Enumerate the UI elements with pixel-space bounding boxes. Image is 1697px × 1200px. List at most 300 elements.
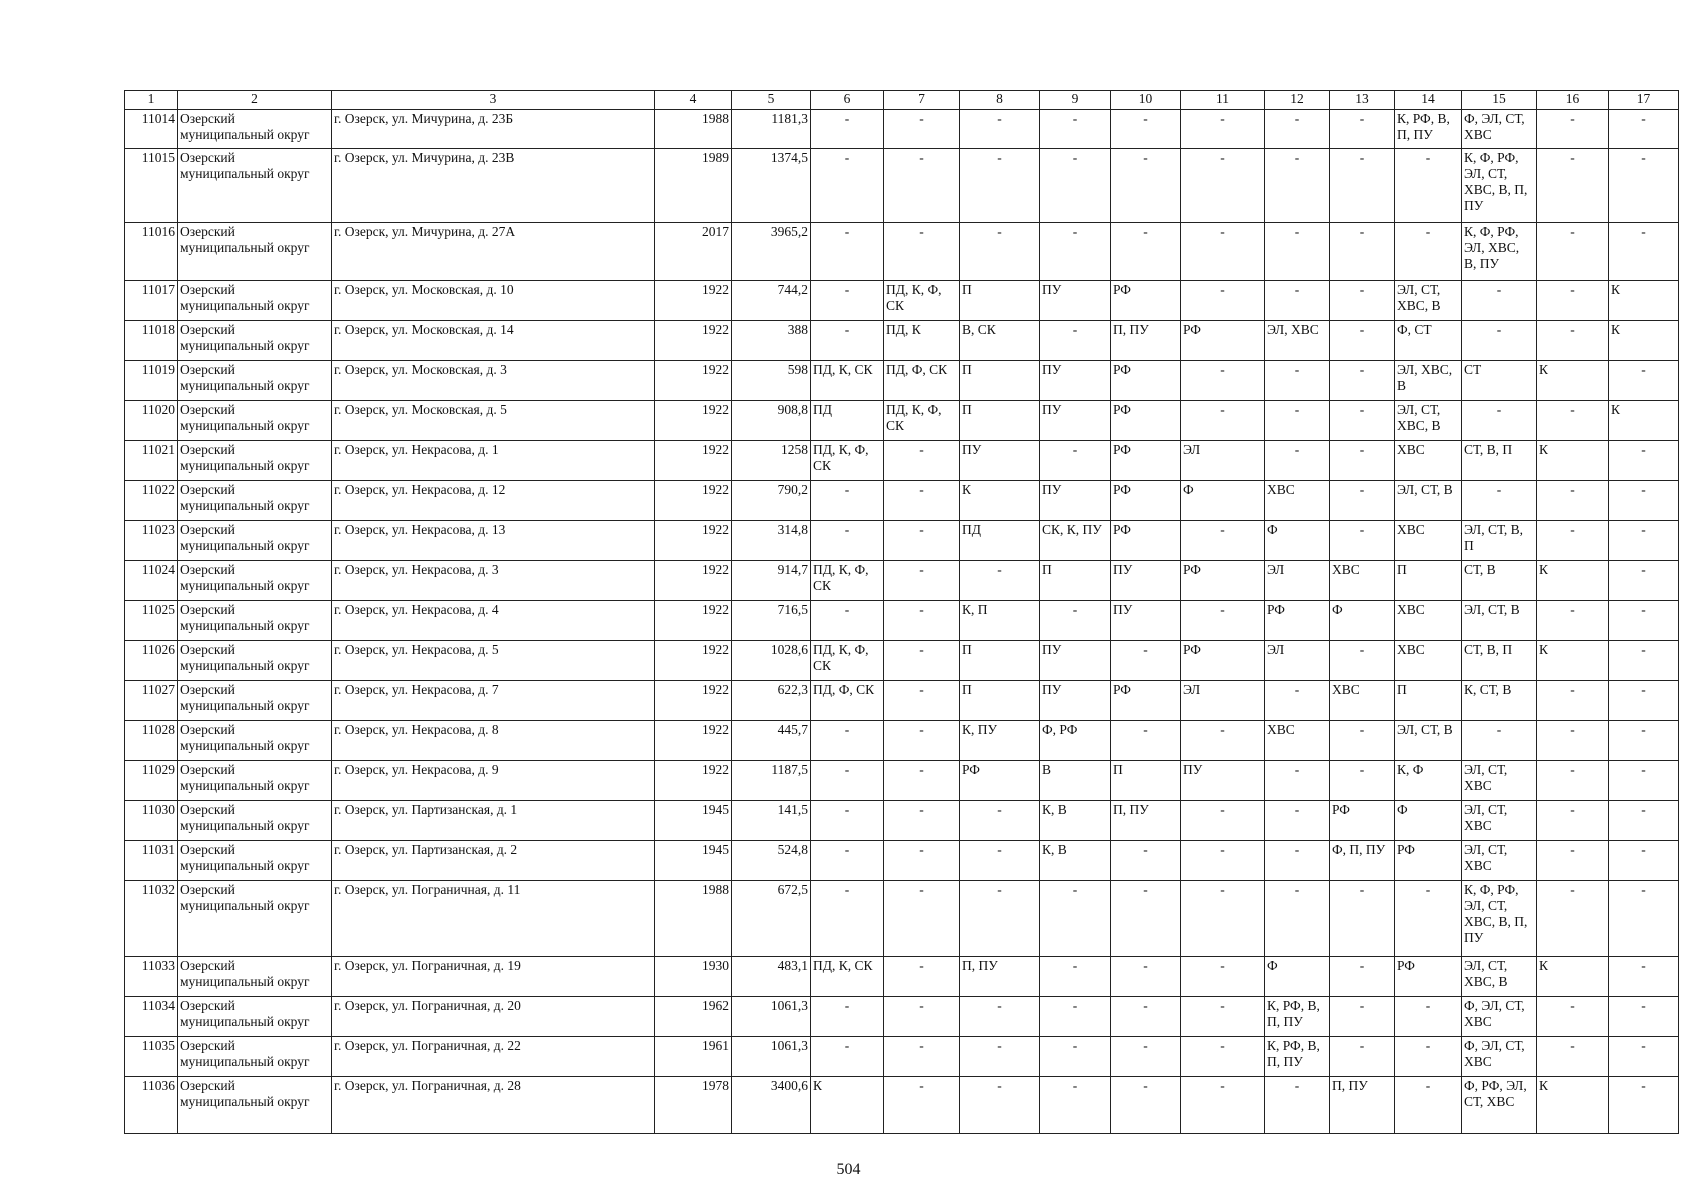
element-cell-col10: РФ <box>1111 681 1181 721</box>
element-cell-col14: РФ <box>1395 841 1462 881</box>
year-cell: 1922 <box>655 321 732 361</box>
element-cell-col13: - <box>1330 223 1395 281</box>
element-cell-col10: - <box>1111 957 1181 997</box>
table-row <box>125 997 1679 1037</box>
address-cell: г. Озерск, ул. Мичурина, д. 27А <box>332 223 655 281</box>
element-cell-col8: К <box>960 481 1040 521</box>
element-cell-col14: Ф, СТ <box>1395 321 1462 361</box>
element-cell-col11: - <box>1181 881 1265 957</box>
element-cell-col12: РФ <box>1265 601 1330 641</box>
element-cell-col6: - <box>811 149 884 223</box>
element-cell-col7: ПД, К <box>884 321 960 361</box>
element-cell-col7: - <box>884 721 960 761</box>
element-cell-col14: - <box>1395 1077 1462 1134</box>
element-cell-col11: ПУ <box>1181 761 1265 801</box>
element-cell-col12: К, РФ, В, П, ПУ <box>1265 1037 1330 1077</box>
column-number-5: 5 <box>732 91 811 110</box>
element-cell-col6: - <box>811 881 884 957</box>
address-cell: г. Озерск, ул. Мичурина, д. 23Б <box>332 110 655 149</box>
element-cell-col8: - <box>960 841 1040 881</box>
element-cell-col9: - <box>1040 1037 1111 1077</box>
element-cell-col14: ЭЛ, СТ, В <box>1395 481 1462 521</box>
municipality-cell: Озерский муниципальный округ <box>178 841 332 881</box>
element-cell-col6: - <box>811 761 884 801</box>
record-id-cell: 11020 <box>125 401 178 441</box>
column-number-11: 11 <box>1181 91 1265 110</box>
year-cell: 1945 <box>655 801 732 841</box>
element-cell-col17: К <box>1609 321 1679 361</box>
element-cell-col9: К, В <box>1040 801 1111 841</box>
element-cell-col13: РФ <box>1330 801 1395 841</box>
year-cell: 1978 <box>655 1077 732 1134</box>
element-cell-col8: П <box>960 681 1040 721</box>
year-cell: 1945 <box>655 841 732 881</box>
element-cell-col9: СК, К, ПУ <box>1040 521 1111 561</box>
element-cell-col15: ЭЛ, СТ, ХВС <box>1462 841 1537 881</box>
element-cell-col15: СТ <box>1462 361 1537 401</box>
element-cell-col17: К <box>1609 281 1679 321</box>
element-cell-col17: - <box>1609 721 1679 761</box>
element-cell-col9: ПУ <box>1040 361 1111 401</box>
element-cell-col10: П, ПУ <box>1111 321 1181 361</box>
table-row <box>125 481 1679 521</box>
element-cell-col17: - <box>1609 223 1679 281</box>
table-row <box>125 721 1679 761</box>
element-cell-col11: - <box>1181 801 1265 841</box>
page-number: 504 <box>836 1161 861 1178</box>
element-cell-col11: - <box>1181 841 1265 881</box>
element-cell-col17: - <box>1609 681 1679 721</box>
municipality-cell: Озерский муниципальный округ <box>178 881 332 957</box>
municipality-cell: Озерский муниципальный округ <box>178 641 332 681</box>
municipality-cell: Озерский муниципальный округ <box>178 681 332 721</box>
element-cell-col14: К, РФ, В, П, ПУ <box>1395 110 1462 149</box>
area-cell: 1028,6 <box>732 641 811 681</box>
element-cell-col8: ПД <box>960 521 1040 561</box>
column-number-2: 2 <box>178 91 332 110</box>
element-cell-col16: - <box>1537 601 1609 641</box>
element-cell-col16: - <box>1537 110 1609 149</box>
element-cell-col7: - <box>884 110 960 149</box>
element-cell-col16: - <box>1537 481 1609 521</box>
table-row <box>125 223 1679 281</box>
element-cell-col10: - <box>1111 841 1181 881</box>
element-cell-col13: - <box>1330 401 1395 441</box>
element-cell-col9: ПУ <box>1040 641 1111 681</box>
element-cell-col9: ПУ <box>1040 401 1111 441</box>
element-cell-col16: - <box>1537 1037 1609 1077</box>
address-cell: г. Озерск, ул. Некрасова, д. 7 <box>332 681 655 721</box>
element-cell-col15: Ф, ЭЛ, СТ, ХВС <box>1462 997 1537 1037</box>
element-cell-col13: - <box>1330 361 1395 401</box>
element-cell-col7: - <box>884 881 960 957</box>
element-cell-col17: - <box>1609 481 1679 521</box>
element-cell-col6: ПД <box>811 401 884 441</box>
element-cell-col9: - <box>1040 881 1111 957</box>
element-cell-col17: - <box>1609 521 1679 561</box>
element-cell-col10: ПУ <box>1111 561 1181 601</box>
element-cell-col17: - <box>1609 441 1679 481</box>
element-cell-col17: - <box>1609 361 1679 401</box>
element-cell-col10: РФ <box>1111 441 1181 481</box>
year-cell: 1922 <box>655 361 732 401</box>
element-cell-col9: К, В <box>1040 841 1111 881</box>
column-number-10: 10 <box>1111 91 1181 110</box>
element-cell-col12: - <box>1265 223 1330 281</box>
element-cell-col13: - <box>1330 721 1395 761</box>
element-cell-col11: РФ <box>1181 561 1265 601</box>
element-cell-col9: Ф, РФ <box>1040 721 1111 761</box>
record-id-cell: 11027 <box>125 681 178 721</box>
element-cell-col15: К, Ф, РФ, ЭЛ, ХВС, В, ПУ <box>1462 223 1537 281</box>
element-cell-col17: - <box>1609 1077 1679 1134</box>
address-cell: г. Озерск, ул. Мичурина, д. 23В <box>332 149 655 223</box>
element-cell-col13: - <box>1330 997 1395 1037</box>
element-cell-col6: ПД, К, СК <box>811 957 884 997</box>
address-cell: г. Озерск, ул. Некрасова, д. 13 <box>332 521 655 561</box>
element-cell-col8: П <box>960 641 1040 681</box>
record-id-cell: 11016 <box>125 223 178 281</box>
element-cell-col10: ПУ <box>1111 601 1181 641</box>
element-cell-col6: - <box>811 223 884 281</box>
element-cell-col14: РФ <box>1395 957 1462 997</box>
element-cell-col6: - <box>811 1037 884 1077</box>
element-cell-col16: - <box>1537 149 1609 223</box>
element-cell-col8: - <box>960 997 1040 1037</box>
year-cell: 1922 <box>655 561 732 601</box>
table-row <box>125 110 1679 149</box>
element-cell-col12: ЭЛ <box>1265 561 1330 601</box>
element-cell-col13: Ф, П, ПУ <box>1330 841 1395 881</box>
table-row <box>125 761 1679 801</box>
register-sheet <box>124 90 1678 1134</box>
element-cell-col7: - <box>884 223 960 281</box>
address-cell: г. Озерск, ул. Некрасова, д. 8 <box>332 721 655 761</box>
element-cell-col13: - <box>1330 149 1395 223</box>
element-cell-col11: - <box>1181 401 1265 441</box>
element-cell-col11: - <box>1181 223 1265 281</box>
element-cell-col7: - <box>884 561 960 601</box>
element-cell-col16: - <box>1537 681 1609 721</box>
element-cell-col14: П <box>1395 681 1462 721</box>
element-cell-col10: РФ <box>1111 481 1181 521</box>
column-number-8: 8 <box>960 91 1040 110</box>
element-cell-col16: - <box>1537 401 1609 441</box>
element-cell-col6: ПД, К, Ф, СК <box>811 641 884 681</box>
table-row <box>125 149 1679 223</box>
area-cell: 598 <box>732 361 811 401</box>
table-row <box>125 681 1679 721</box>
element-cell-col7: ПД, Ф, СК <box>884 361 960 401</box>
year-cell: 1930 <box>655 957 732 997</box>
municipality-cell: Озерский муниципальный округ <box>178 1037 332 1077</box>
address-cell: г. Озерск, ул. Московская, д. 10 <box>332 281 655 321</box>
element-cell-col8: - <box>960 1037 1040 1077</box>
element-cell-col11: - <box>1181 957 1265 997</box>
address-cell: г. Озерск, ул. Пограничная, д. 20 <box>332 997 655 1037</box>
area-cell: 388 <box>732 321 811 361</box>
element-cell-col8: П, ПУ <box>960 957 1040 997</box>
element-cell-col15: СТ, В, П <box>1462 441 1537 481</box>
element-cell-col16: - <box>1537 521 1609 561</box>
element-cell-col11: РФ <box>1181 641 1265 681</box>
area-cell: 908,8 <box>732 401 811 441</box>
element-cell-col12: Ф <box>1265 521 1330 561</box>
area-cell: 3965,2 <box>732 223 811 281</box>
table-body <box>125 110 1679 1134</box>
element-cell-col16: К <box>1537 561 1609 601</box>
element-cell-col6: - <box>811 841 884 881</box>
element-cell-col17: - <box>1609 561 1679 601</box>
element-cell-col8: - <box>960 801 1040 841</box>
municipality-cell: Озерский муниципальный округ <box>178 361 332 401</box>
element-cell-col7: - <box>884 641 960 681</box>
record-id-cell: 11031 <box>125 841 178 881</box>
record-id-cell: 11022 <box>125 481 178 521</box>
element-cell-col10: - <box>1111 997 1181 1037</box>
column-number-14: 14 <box>1395 91 1462 110</box>
element-cell-col8: П <box>960 361 1040 401</box>
element-cell-col16: - <box>1537 281 1609 321</box>
element-cell-col13: - <box>1330 641 1395 681</box>
year-cell: 1922 <box>655 441 732 481</box>
element-cell-col15: К, СТ, В <box>1462 681 1537 721</box>
element-cell-col12: ХВС <box>1265 481 1330 521</box>
element-cell-col8: - <box>960 1077 1040 1134</box>
year-cell: 1988 <box>655 110 732 149</box>
element-cell-col11: - <box>1181 521 1265 561</box>
element-cell-col10: РФ <box>1111 361 1181 401</box>
element-cell-col11: - <box>1181 997 1265 1037</box>
table-row <box>125 521 1679 561</box>
element-cell-col12: - <box>1265 281 1330 321</box>
element-cell-col15: ЭЛ, СТ, В <box>1462 601 1537 641</box>
element-cell-col9: - <box>1040 321 1111 361</box>
municipality-cell: Озерский муниципальный округ <box>178 997 332 1037</box>
record-id-cell: 11018 <box>125 321 178 361</box>
municipality-cell: Озерский муниципальный округ <box>178 401 332 441</box>
column-number-17: 17 <box>1609 91 1679 110</box>
area-cell: 1374,5 <box>732 149 811 223</box>
element-cell-col11: - <box>1181 1077 1265 1134</box>
element-cell-col7: - <box>884 681 960 721</box>
element-cell-col16: - <box>1537 721 1609 761</box>
element-cell-col14: К, Ф <box>1395 761 1462 801</box>
element-cell-col13: - <box>1330 321 1395 361</box>
area-cell: 790,2 <box>732 481 811 521</box>
element-cell-col15: - <box>1462 401 1537 441</box>
element-cell-col15: - <box>1462 281 1537 321</box>
element-cell-col8: - <box>960 881 1040 957</box>
element-cell-col10: - <box>1111 881 1181 957</box>
element-cell-col9: П <box>1040 561 1111 601</box>
column-number-16: 16 <box>1537 91 1609 110</box>
year-cell: 1922 <box>655 721 732 761</box>
element-cell-col9: - <box>1040 997 1111 1037</box>
element-cell-col15: К, Ф, РФ, ЭЛ, СТ, ХВС, В, П, ПУ <box>1462 881 1537 957</box>
element-cell-col10: П <box>1111 761 1181 801</box>
municipality-cell: Озерский муниципальный округ <box>178 321 332 361</box>
municipality-cell: Озерский муниципальный округ <box>178 521 332 561</box>
record-id-cell: 11025 <box>125 601 178 641</box>
table-row <box>125 561 1679 601</box>
element-cell-col12: - <box>1265 110 1330 149</box>
element-cell-col7: - <box>884 841 960 881</box>
element-cell-col13: - <box>1330 281 1395 321</box>
element-cell-col17: - <box>1609 1037 1679 1077</box>
table-row <box>125 881 1679 957</box>
municipality-cell: Озерский муниципальный округ <box>178 281 332 321</box>
element-cell-col13: - <box>1330 1037 1395 1077</box>
element-cell-col9: ПУ <box>1040 681 1111 721</box>
address-cell: г. Озерск, ул. Некрасова, д. 1 <box>332 441 655 481</box>
record-id-cell: 11026 <box>125 641 178 681</box>
element-cell-col14: ХВС <box>1395 441 1462 481</box>
element-cell-col14: Ф <box>1395 801 1462 841</box>
element-cell-col16: К <box>1537 641 1609 681</box>
municipality-cell: Озерский муниципальный округ <box>178 149 332 223</box>
year-cell: 1922 <box>655 681 732 721</box>
record-id-cell: 11017 <box>125 281 178 321</box>
element-cell-col17: - <box>1609 997 1679 1037</box>
element-cell-col16: - <box>1537 761 1609 801</box>
record-id-cell: 11023 <box>125 521 178 561</box>
element-cell-col11: - <box>1181 110 1265 149</box>
element-cell-col8: - <box>960 149 1040 223</box>
element-cell-col14: ХВС <box>1395 601 1462 641</box>
element-cell-col17: - <box>1609 110 1679 149</box>
table-row <box>125 801 1679 841</box>
municipality-cell: Озерский муниципальный округ <box>178 761 332 801</box>
element-cell-col12: - <box>1265 841 1330 881</box>
element-cell-col7: - <box>884 149 960 223</box>
year-cell: 1988 <box>655 881 732 957</box>
element-cell-col15: ЭЛ, СТ, ХВС <box>1462 801 1537 841</box>
record-id-cell: 11014 <box>125 110 178 149</box>
element-cell-col7: - <box>884 957 960 997</box>
year-cell: 1922 <box>655 401 732 441</box>
element-cell-col7: - <box>884 801 960 841</box>
table-row <box>125 601 1679 641</box>
area-cell: 3400,6 <box>732 1077 811 1134</box>
record-id-cell: 11034 <box>125 997 178 1037</box>
element-cell-col8: П <box>960 281 1040 321</box>
element-cell-col15: - <box>1462 721 1537 761</box>
element-cell-col10: П, ПУ <box>1111 801 1181 841</box>
area-cell: 1187,5 <box>732 761 811 801</box>
element-cell-col16: - <box>1537 997 1609 1037</box>
element-cell-col11: - <box>1181 281 1265 321</box>
element-cell-col16: - <box>1537 841 1609 881</box>
element-cell-col13: ХВС <box>1330 561 1395 601</box>
element-cell-col13: - <box>1330 957 1395 997</box>
element-cell-col12: ЭЛ, ХВС <box>1265 321 1330 361</box>
element-cell-col6: - <box>811 601 884 641</box>
element-cell-col16: - <box>1537 223 1609 281</box>
element-cell-col10: РФ <box>1111 521 1181 561</box>
area-cell: 1061,3 <box>732 1037 811 1077</box>
element-cell-col17: - <box>1609 841 1679 881</box>
area-cell: 1181,3 <box>732 110 811 149</box>
table-row <box>125 957 1679 997</box>
element-cell-col6: - <box>811 110 884 149</box>
record-id-cell: 11036 <box>125 1077 178 1134</box>
element-cell-col8: - <box>960 223 1040 281</box>
element-cell-col8: К, П <box>960 601 1040 641</box>
element-cell-col11: - <box>1181 361 1265 401</box>
element-cell-col11: - <box>1181 149 1265 223</box>
column-number-1: 1 <box>125 91 178 110</box>
address-cell: г. Озерск, ул. Некрасова, д. 3 <box>332 561 655 601</box>
element-cell-col12: - <box>1265 441 1330 481</box>
element-cell-col13: П, ПУ <box>1330 1077 1395 1134</box>
element-cell-col16: - <box>1537 881 1609 957</box>
element-cell-col15: СТ, В <box>1462 561 1537 601</box>
element-cell-col10: РФ <box>1111 401 1181 441</box>
element-cell-col17: - <box>1609 601 1679 641</box>
address-cell: г. Озерск, ул. Некрасова, д. 9 <box>332 761 655 801</box>
municipality-cell: Озерский муниципальный округ <box>178 1077 332 1134</box>
element-cell-col10: - <box>1111 223 1181 281</box>
area-cell: 445,7 <box>732 721 811 761</box>
area-cell: 1061,3 <box>732 997 811 1037</box>
element-cell-col6: - <box>811 997 884 1037</box>
element-cell-col11: РФ <box>1181 321 1265 361</box>
table-row <box>125 441 1679 481</box>
element-cell-col7: - <box>884 481 960 521</box>
element-cell-col12: К, РФ, В, П, ПУ <box>1265 997 1330 1037</box>
element-cell-col13: Ф <box>1330 601 1395 641</box>
element-cell-col9: - <box>1040 601 1111 641</box>
year-cell: 1989 <box>655 149 732 223</box>
year-cell: 1922 <box>655 521 732 561</box>
element-cell-col6: К <box>811 1077 884 1134</box>
element-cell-col17: - <box>1609 801 1679 841</box>
element-cell-col6: - <box>811 281 884 321</box>
table-row <box>125 281 1679 321</box>
record-id-cell: 11033 <box>125 957 178 997</box>
element-cell-col16: - <box>1537 801 1609 841</box>
element-cell-col7: - <box>884 521 960 561</box>
element-cell-col14: - <box>1395 997 1462 1037</box>
element-cell-col11: - <box>1181 601 1265 641</box>
element-cell-col15: ЭЛ, СТ, В, П <box>1462 521 1537 561</box>
element-cell-col7: ПД, К, Ф, СК <box>884 281 960 321</box>
column-number-3: 3 <box>332 91 655 110</box>
year-cell: 1922 <box>655 601 732 641</box>
record-id-cell: 11029 <box>125 761 178 801</box>
element-cell-col7: - <box>884 1037 960 1077</box>
column-number-7: 7 <box>884 91 960 110</box>
element-cell-col15: - <box>1462 481 1537 521</box>
element-cell-col17: - <box>1609 641 1679 681</box>
column-number-4: 4 <box>655 91 732 110</box>
area-cell: 141,5 <box>732 801 811 841</box>
element-cell-col14: ЭЛ, СТ, ХВС, В <box>1395 401 1462 441</box>
element-cell-col6: - <box>811 321 884 361</box>
record-id-cell: 11021 <box>125 441 178 481</box>
element-cell-col7: - <box>884 761 960 801</box>
element-cell-col9: - <box>1040 223 1111 281</box>
element-cell-col6: ПД, К, СК <box>811 361 884 401</box>
element-cell-col11: ЭЛ <box>1181 681 1265 721</box>
element-cell-col9: - <box>1040 110 1111 149</box>
area-cell: 1258 <box>732 441 811 481</box>
element-cell-col13: - <box>1330 481 1395 521</box>
column-number-header <box>125 91 1679 110</box>
year-cell: 1922 <box>655 281 732 321</box>
element-cell-col8: РФ <box>960 761 1040 801</box>
